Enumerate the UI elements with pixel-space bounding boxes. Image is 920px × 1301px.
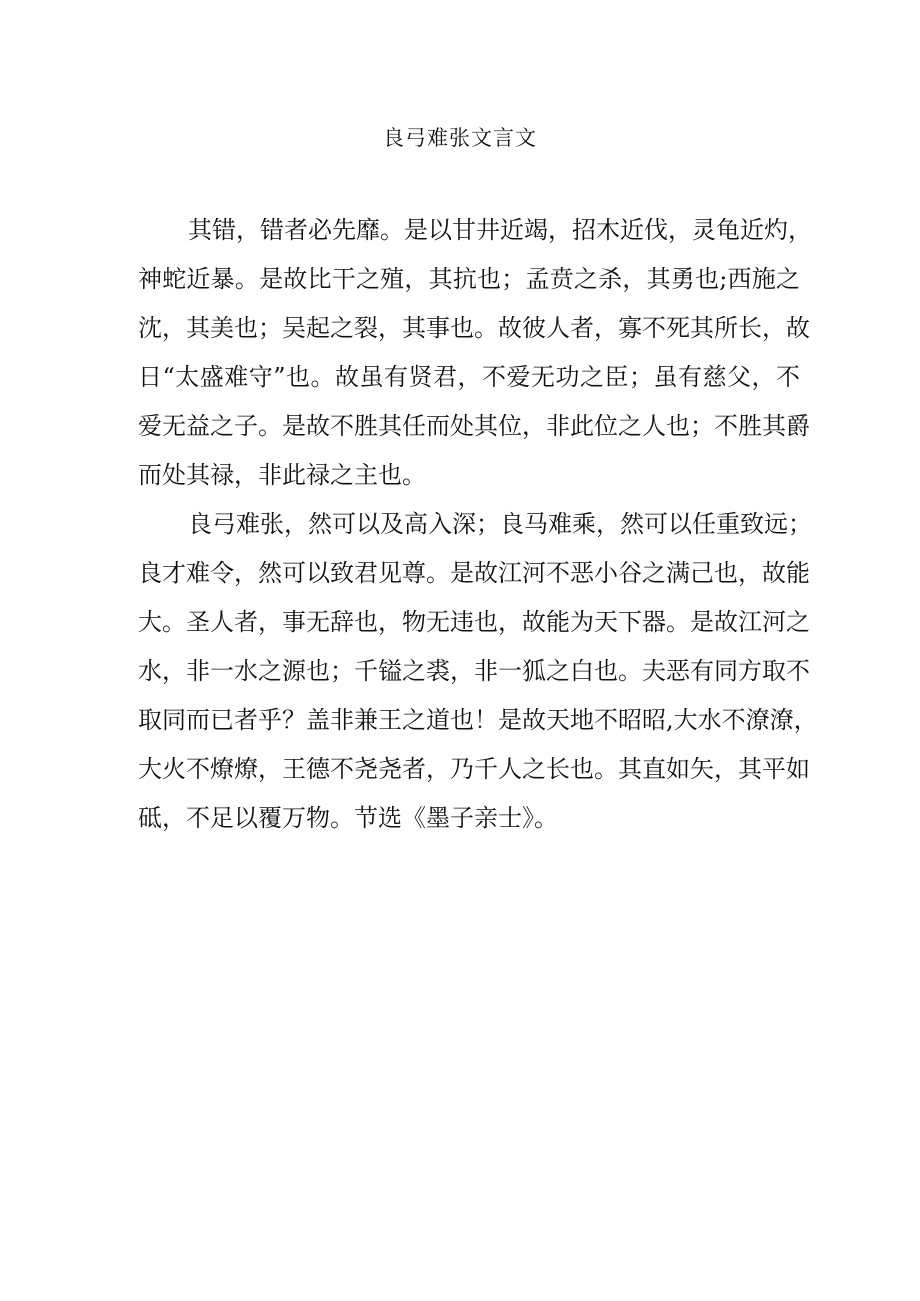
document-body [138,212,818,849]
text-line: 而处其禄，非此禄之主也。 [138,461,426,489]
text-line: 大。圣人者，事无辞也，物无违也，故能为天下器。是故江河之 [138,608,810,636]
text-line: 水，非一水之源也；千镒之裘，非一狐之白也。夫恶有同方取不 [138,657,810,685]
text-line: 良弓难张，然可以及高入深；良马难乘，然可以任重致远； [188,510,812,538]
text-line: 沈，其美也；吴起之裂，其事也。故彼人者，寡不死其所长，故 [138,314,810,342]
text-line: 神蛇近暴。是故比干之殖，其抗也；孟贲之杀，其勇也;西施之 [138,265,800,293]
text-line: 砥，不足以覆万物。节选《墨子亲士》。 [138,804,558,832]
text-line: 良才难令，然可以致君见尊。是故江河不恶小谷之满己也，故能 [138,559,810,587]
text-line: 大火不燎燎，王德不尧尧者，乃千人之长也。其直如矢，其平如 [138,755,810,783]
text-line: 爱无益之子。是故不胜其任而处其位，非此位之人也；不胜其爵 [138,412,810,440]
document-title: 良弓难张文言文 [383,126,537,150]
text-line: 日“太盛难守”也。故虽有贤君，不爱无功之臣；虽有慈父，不 [138,363,800,391]
paragraph-2 [138,506,818,849]
text-line: 其错，错者必先靡。是以甘井近竭，招木近伐，灵龟近灼， [188,216,812,244]
paragraph-1 [138,212,812,506]
text-line: 取同而已者乎？盖非兼王之道也！是故天地不昭昭,大水不潦潦， [138,706,818,734]
